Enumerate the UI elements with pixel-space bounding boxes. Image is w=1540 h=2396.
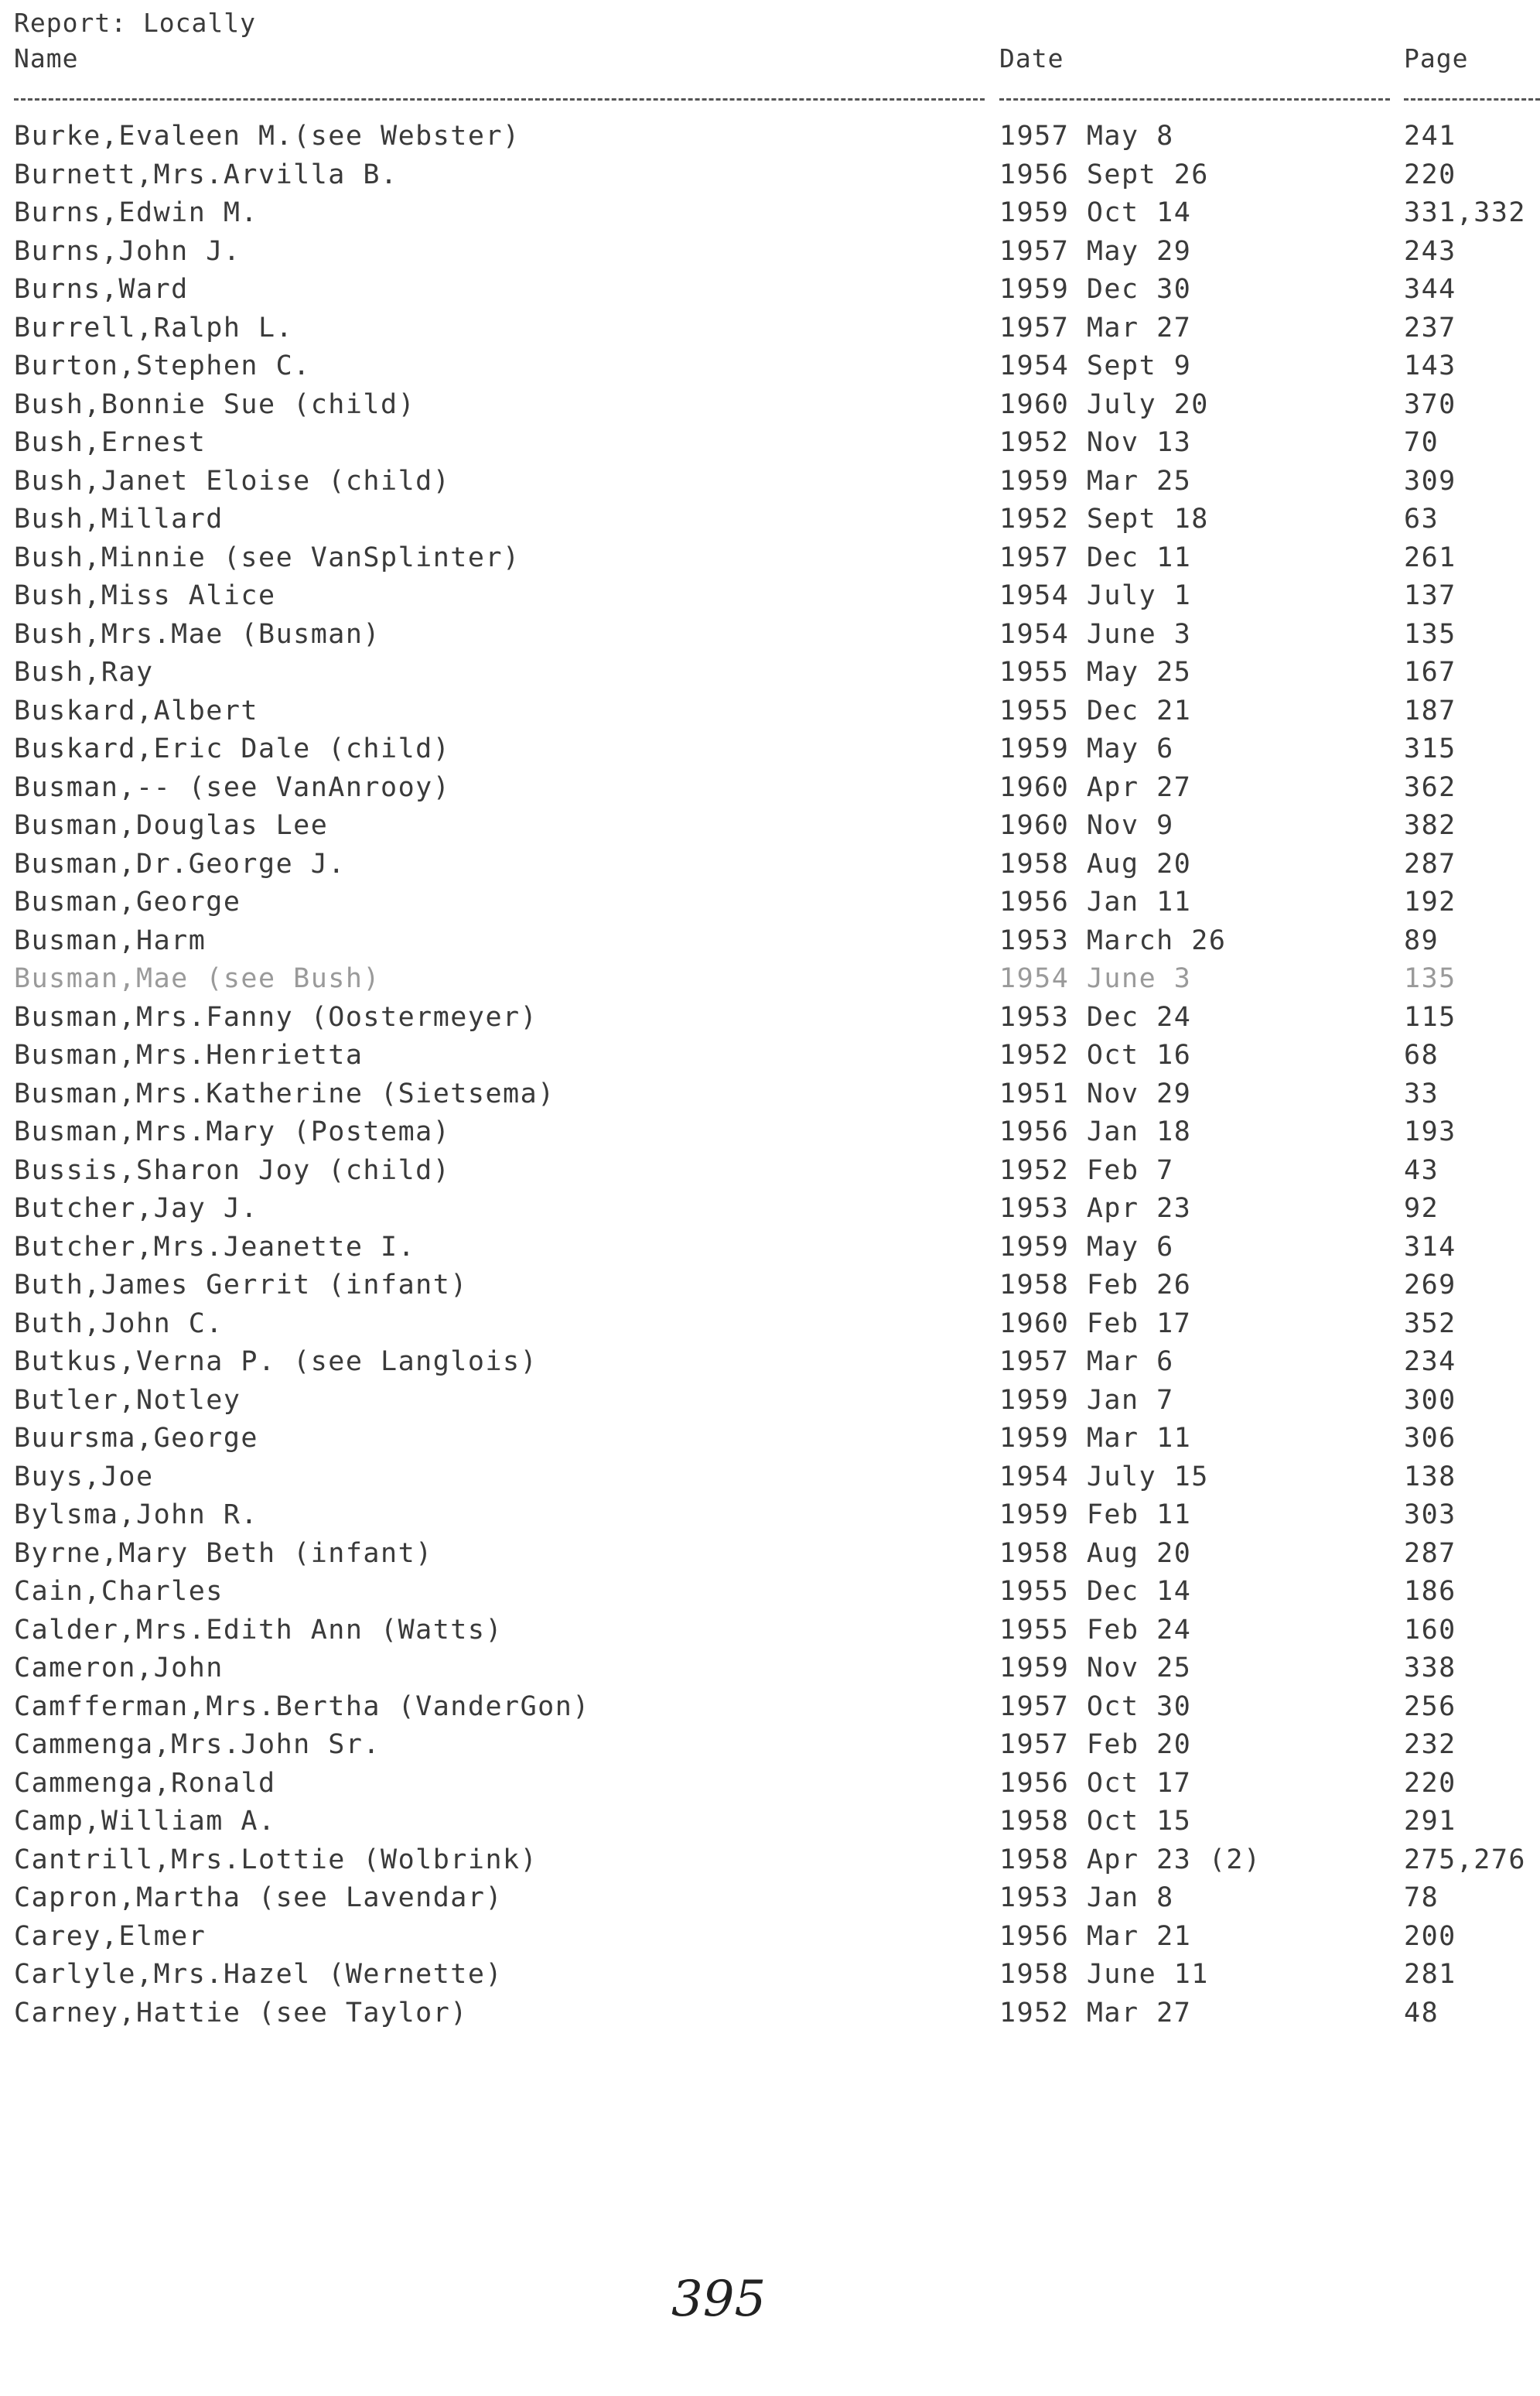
table-row xyxy=(0,499,1540,538)
entry-name: Cammenga,Ronald xyxy=(14,1767,276,1799)
entry-date: 1960 July 20 xyxy=(999,388,1209,420)
table-row xyxy=(0,921,1540,959)
entry-page: 303 xyxy=(1404,1499,1456,1530)
entry-page: 261 xyxy=(1404,542,1456,573)
entry-date: 1957 Dec 11 xyxy=(999,542,1192,573)
table-row xyxy=(0,1418,1540,1457)
entry-date: 1956 Jan 11 xyxy=(999,887,1192,918)
table-row xyxy=(0,1571,1540,1610)
table-row xyxy=(0,116,1540,155)
entry-date: 1958 Oct 15 xyxy=(999,1806,1192,1837)
entry-date: 1958 Apr 23 (2) xyxy=(999,1844,1262,1875)
table-row xyxy=(0,1648,1540,1687)
entry-page: 193 xyxy=(1404,1116,1456,1147)
entry-name: Camp,William A. xyxy=(14,1806,276,1837)
table-row xyxy=(0,461,1540,500)
entry-name: Buys,Joe xyxy=(14,1461,154,1492)
entry-date: 1959 Mar 25 xyxy=(999,465,1192,497)
entry-date: 1952 Feb 7 xyxy=(999,1154,1174,1186)
entry-name: Bush,Miss Alice xyxy=(14,580,276,611)
entry-page: 135 xyxy=(1404,618,1456,650)
entry-name: Bush,Millard xyxy=(14,504,224,535)
entry-page: 243 xyxy=(1404,235,1456,267)
entry-name: Cameron,John xyxy=(14,1653,224,1683)
entry-date: 1956 Oct 17 xyxy=(999,1767,1192,1799)
entry-date: 1957 Mar 27 xyxy=(999,312,1192,344)
entry-date: 1953 Dec 24 xyxy=(999,1001,1192,1033)
entry-page: 269 xyxy=(1404,1270,1456,1301)
entry-date: 1960 Feb 17 xyxy=(999,1307,1192,1339)
entry-name: Butcher,Mrs.Jeanette I. xyxy=(14,1231,416,1263)
entry-date: 1954 Sept 9 xyxy=(999,350,1192,381)
table-row xyxy=(0,1724,1540,1763)
table-row xyxy=(0,1112,1540,1150)
entry-name: Carey,Elmer xyxy=(14,1920,207,1952)
entry-name: Cammenga,Mrs.John Sr. xyxy=(14,1729,381,1760)
table-row xyxy=(0,1227,1540,1266)
handwritten-page-number: 395 xyxy=(671,2271,767,2328)
table-row xyxy=(0,1457,1540,1495)
entry-page: 275,276 xyxy=(1404,1844,1527,1875)
entry-page: 309 xyxy=(1404,465,1456,497)
table-row xyxy=(0,1878,1540,1916)
entry-name: Butcher,Jay J. xyxy=(14,1193,259,1224)
entry-name: Burrell,Ralph L. xyxy=(14,312,294,344)
table-row xyxy=(0,614,1540,653)
entry-name: Bush,Janet Eloise (child) xyxy=(14,465,451,497)
entry-name: Butler,Notley xyxy=(14,1384,241,1416)
entry-name: Busman,Dr.George J. xyxy=(14,848,346,880)
table-row xyxy=(0,1954,1540,1993)
entry-name: Calder,Mrs.Edith Ann (Watts) xyxy=(14,1614,504,1646)
entry-date: 1959 Mar 11 xyxy=(999,1423,1192,1454)
entry-name: Capron,Martha (see Lavendar) xyxy=(14,1882,504,1913)
entry-date: 1957 May 8 xyxy=(999,121,1174,152)
entry-name: Burton,Stephen C. xyxy=(14,350,311,381)
table-row xyxy=(0,308,1540,347)
table-row xyxy=(0,1533,1540,1572)
table-row xyxy=(0,385,1540,423)
table-row xyxy=(0,576,1540,614)
table-row xyxy=(0,1763,1540,1802)
entry-page: 382 xyxy=(1404,810,1456,841)
table-row xyxy=(0,1074,1540,1113)
table-row xyxy=(0,1610,1540,1649)
entry-date: 1952 Oct 16 xyxy=(999,1040,1192,1071)
entry-date: 1956 Mar 21 xyxy=(999,1920,1192,1952)
entry-date: 1958 June 11 xyxy=(999,1959,1209,1990)
entry-name: Carney,Hattie (see Taylor) xyxy=(14,1997,468,2029)
entry-date: 1955 Feb 24 xyxy=(999,1614,1192,1646)
entry-date: 1957 Oct 30 xyxy=(999,1690,1192,1722)
table-row xyxy=(0,997,1540,1036)
entry-name: Cain,Charles xyxy=(14,1576,224,1607)
table-row xyxy=(0,729,1540,767)
entry-date: 1952 Mar 27 xyxy=(999,1997,1192,2029)
entry-page: 306 xyxy=(1404,1423,1456,1454)
entry-page: 370 xyxy=(1404,388,1456,420)
entry-page: 232 xyxy=(1404,1729,1456,1760)
table-row xyxy=(0,882,1540,921)
entry-page: 167 xyxy=(1404,657,1456,688)
entry-name: Cantrill,Mrs.Lottie (Wolbrink) xyxy=(14,1844,538,1875)
index-table xyxy=(0,116,1540,2031)
table-row xyxy=(0,1840,1540,1878)
table-row xyxy=(0,844,1540,883)
entry-date: 1958 Aug 20 xyxy=(999,848,1192,880)
table-row xyxy=(0,1801,1540,1840)
header-rule-page xyxy=(1404,98,1540,101)
entry-page: 300 xyxy=(1404,1384,1456,1416)
entry-name: Camfferman,Mrs.Bertha (VanderGon) xyxy=(14,1690,590,1722)
entry-name: Byrne,Mary Beth (infant) xyxy=(14,1537,433,1569)
entry-date: 1959 Jan 7 xyxy=(999,1384,1174,1416)
entry-name: Carlyle,Mrs.Hazel (Wernette) xyxy=(14,1959,504,1990)
table-row xyxy=(0,1188,1540,1227)
entry-date: 1955 Dec 21 xyxy=(999,695,1192,726)
table-row xyxy=(0,1304,1540,1342)
table-row xyxy=(0,1495,1540,1533)
table-row xyxy=(0,1380,1540,1419)
entry-page: 220 xyxy=(1404,1767,1456,1799)
entry-date: 1956 Jan 18 xyxy=(999,1116,1192,1147)
entry-date: 1954 July 15 xyxy=(999,1461,1209,1492)
table-row xyxy=(0,231,1540,270)
entry-page: 89 xyxy=(1404,925,1439,956)
header-rule-name xyxy=(14,98,985,101)
entry-page: 63 xyxy=(1404,504,1439,535)
entry-date: 1952 Nov 13 xyxy=(999,427,1192,458)
table-row xyxy=(0,1265,1540,1304)
column-header-page: Page xyxy=(1404,43,1469,73)
entry-page: 92 xyxy=(1404,1193,1439,1224)
entry-name: Burke,Evaleen M.(see Webster) xyxy=(14,121,521,152)
entry-date: 1953 Apr 23 xyxy=(999,1193,1192,1224)
entry-name: Bush,Bonnie Sue (child) xyxy=(14,388,416,420)
column-header-date: Date xyxy=(999,43,1064,73)
entry-date: 1951 Nov 29 xyxy=(999,1078,1192,1109)
entry-page: 78 xyxy=(1404,1882,1439,1913)
entry-date: 1956 Sept 26 xyxy=(999,159,1209,190)
table-row xyxy=(0,805,1540,844)
entry-name: Bylsma,John R. xyxy=(14,1499,259,1530)
entry-name: Bussis,Sharon Joy (child) xyxy=(14,1154,451,1186)
entry-date: 1955 May 25 xyxy=(999,657,1192,688)
entry-date: 1954 June 3 xyxy=(999,963,1192,994)
entry-name: Busman,Harm xyxy=(14,925,207,956)
entry-page: 314 xyxy=(1404,1231,1456,1263)
table-row xyxy=(0,1035,1540,1074)
entry-page: 287 xyxy=(1404,1537,1456,1569)
table-row xyxy=(0,193,1540,231)
entry-date: 1959 Nov 25 xyxy=(999,1653,1192,1683)
entry-page: 291 xyxy=(1404,1806,1456,1837)
entry-name: Burns,John J. xyxy=(14,235,241,267)
entry-page: 160 xyxy=(1404,1614,1456,1646)
entry-date: 1957 Feb 20 xyxy=(999,1729,1192,1760)
entry-date: 1957 Mar 6 xyxy=(999,1346,1174,1377)
table-row xyxy=(0,767,1540,806)
entry-name: Busman,Mae (see Bush) xyxy=(14,963,381,994)
entry-page: 352 xyxy=(1404,1307,1456,1339)
table-row xyxy=(0,422,1540,461)
entry-page: 187 xyxy=(1404,695,1456,726)
entry-name: Burns,Edwin M. xyxy=(14,197,259,228)
table-row xyxy=(0,155,1540,193)
table-row xyxy=(0,959,1540,997)
entry-page: 43 xyxy=(1404,1154,1439,1186)
table-row xyxy=(0,1150,1540,1189)
entry-date: 1953 March 26 xyxy=(999,925,1227,956)
entry-page: 220 xyxy=(1404,159,1456,190)
entry-date: 1957 May 29 xyxy=(999,235,1192,267)
entry-page: 200 xyxy=(1404,1920,1456,1952)
entry-page: 234 xyxy=(1404,1346,1456,1377)
entry-date: 1958 Aug 20 xyxy=(999,1537,1192,1569)
entry-page: 256 xyxy=(1404,1690,1456,1722)
entry-date: 1955 Dec 14 xyxy=(999,1576,1192,1607)
table-row xyxy=(0,1687,1540,1725)
table-row xyxy=(0,652,1540,691)
entry-name: Busman,Mrs.Henrietta xyxy=(14,1040,364,1071)
entry-date: 1954 June 3 xyxy=(999,618,1192,650)
entry-page: 70 xyxy=(1404,427,1439,458)
entry-page: 68 xyxy=(1404,1040,1439,1071)
entry-date: 1952 Sept 18 xyxy=(999,504,1209,535)
entry-name: Bush,Mrs.Mae (Busman) xyxy=(14,618,381,650)
entry-page: 186 xyxy=(1404,1576,1456,1607)
entry-page: 137 xyxy=(1404,580,1456,611)
entry-name: Butkus,Verna P. (see Langlois) xyxy=(14,1346,538,1377)
entry-name: Buskard,Albert xyxy=(14,695,259,726)
entry-name: Buskard,Eric Dale (child) xyxy=(14,733,451,764)
entry-name: Busman,Mrs.Katherine (Sietsema) xyxy=(14,1078,555,1109)
entry-name: Busman,Mrs.Fanny (Oostermeyer) xyxy=(14,1001,538,1033)
entry-name: Burns,Ward xyxy=(14,274,189,305)
entry-name: Buursma,George xyxy=(14,1423,259,1454)
entry-page: 241 xyxy=(1404,121,1456,152)
entry-date: 1959 May 6 xyxy=(999,733,1174,764)
entry-name: Busman,-- (see VanAnrooy) xyxy=(14,771,451,803)
entry-page: 237 xyxy=(1404,312,1456,344)
entry-page: 138 xyxy=(1404,1461,1456,1492)
entry-name: Busman,Mrs.Mary (Postema) xyxy=(14,1116,451,1147)
entry-page: 33 xyxy=(1404,1078,1439,1109)
entry-page: 192 xyxy=(1404,887,1456,918)
table-row xyxy=(0,538,1540,576)
header-rule-date xyxy=(999,98,1390,101)
entry-date: 1959 May 6 xyxy=(999,1231,1174,1263)
report-title: Report: Locally xyxy=(14,8,257,38)
entry-page: 281 xyxy=(1404,1959,1456,1990)
entry-name: Bush,Ray xyxy=(14,657,154,688)
table-row xyxy=(0,1916,1540,1955)
table-row xyxy=(0,691,1540,730)
entry-page: 344 xyxy=(1404,274,1456,305)
entry-date: 1959 Dec 30 xyxy=(999,274,1192,305)
entry-page: 315 xyxy=(1404,733,1456,764)
table-row xyxy=(0,269,1540,308)
entry-page: 135 xyxy=(1404,963,1456,994)
entry-name: Bush,Ernest xyxy=(14,427,207,458)
table-row xyxy=(0,1342,1540,1380)
entry-name: Busman,Douglas Lee xyxy=(14,810,329,841)
entry-page: 362 xyxy=(1404,771,1456,803)
entry-date: 1953 Jan 8 xyxy=(999,1882,1174,1913)
entry-name: Busman,George xyxy=(14,887,241,918)
entry-page: 143 xyxy=(1404,350,1456,381)
entry-page: 331,332 xyxy=(1404,197,1527,228)
entry-name: Buth,James Gerrit (infant) xyxy=(14,1270,468,1301)
entry-date: 1958 Feb 26 xyxy=(999,1270,1192,1301)
table-row xyxy=(0,346,1540,385)
entry-date: 1954 July 1 xyxy=(999,580,1192,611)
entry-page: 48 xyxy=(1404,1997,1439,2029)
entry-date: 1960 Nov 9 xyxy=(999,810,1174,841)
entry-page: 115 xyxy=(1404,1001,1456,1033)
entry-page: 338 xyxy=(1404,1653,1456,1683)
entry-date: 1959 Feb 11 xyxy=(999,1499,1192,1530)
entry-page: 287 xyxy=(1404,848,1456,880)
entry-name: Bush,Minnie (see VanSplinter) xyxy=(14,542,521,573)
entry-date: 1960 Apr 27 xyxy=(999,771,1192,803)
table-row xyxy=(0,1993,1540,2032)
entry-date: 1959 Oct 14 xyxy=(999,197,1192,228)
entry-name: Burnett,Mrs.Arvilla B. xyxy=(14,159,398,190)
entry-name: Buth,John C. xyxy=(14,1307,224,1339)
column-header-name: Name xyxy=(14,43,79,73)
